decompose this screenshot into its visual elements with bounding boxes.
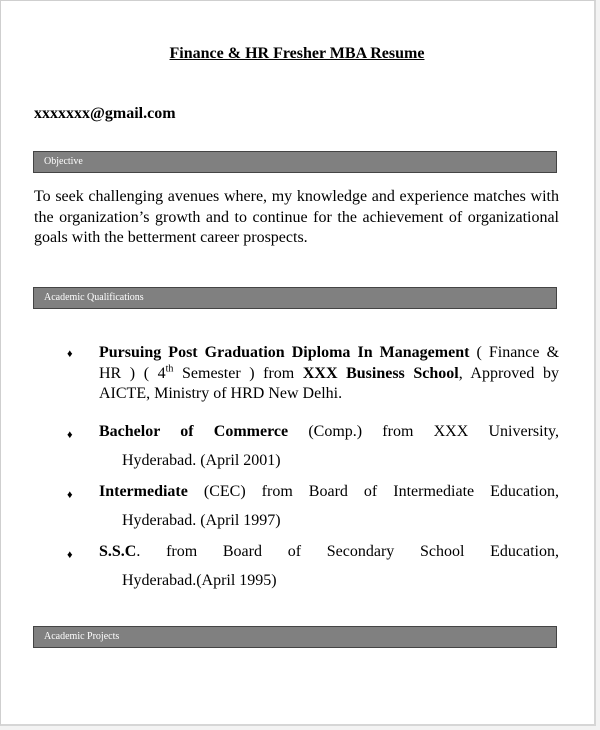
qualification-detail: Semester ) from (173, 364, 303, 382)
bullet-icon: ♦ (67, 549, 73, 561)
qualification-detail: , Approved by AICTE, Ministry of HRD New Delhi. (99, 364, 559, 402)
bullet-icon: ♦ (67, 429, 73, 441)
email-address: xxxxxxx@gmail.com (34, 105, 176, 122)
bullet-icon: ♦ (67, 348, 73, 360)
qualification-title: Intermediate (99, 483, 188, 500)
qualification-location-date: Hyderabad. (April 1997) (122, 512, 281, 529)
bullet-icon: ♦ (67, 489, 73, 501)
qualification-item-intermediate (99, 483, 559, 531)
qualification-title: Bachelor of Commerce (99, 423, 289, 440)
section-header-objective: Objective (33, 151, 557, 173)
qualification-item-ssc (99, 543, 559, 591)
qualification-title: S.S.C (99, 543, 137, 560)
objective-text: To seek challenging avenues where, my knowledge and experience matches with the organization’s growth and to continue for the achievement of organizational goals with the betterment career prospects. (34, 188, 559, 246)
qualification-detail: . from Board of Secondary School Education, (136, 543, 559, 560)
qualification-item-bcom (99, 423, 559, 471)
qualification-title: Pursuing Post Graduation Diploma In Management (99, 344, 470, 361)
qualification-location-date: Hyderabad. (April 2001) (122, 452, 281, 469)
document-title: Finance & HR Fresher MBA Resume (169, 45, 425, 62)
section-header-academic-qualifications: Academic Qualifications (33, 287, 557, 309)
qualification-location-date: Hyderabad.(April 1995) (122, 572, 277, 589)
section-header-academic-projects: Academic Projects (33, 626, 557, 648)
ordinal-suffix: th (165, 363, 174, 375)
qualification-item-pgdm (99, 343, 559, 405)
qualification-detail: (Comp.) from XXX University, (288, 423, 559, 440)
institution-name: XXX Business School (302, 364, 459, 382)
qualification-detail: ( Finance & HR ) ( 4 (99, 344, 560, 382)
qualification-detail: (CEC) from Board of Intermediate Education, (187, 483, 559, 500)
